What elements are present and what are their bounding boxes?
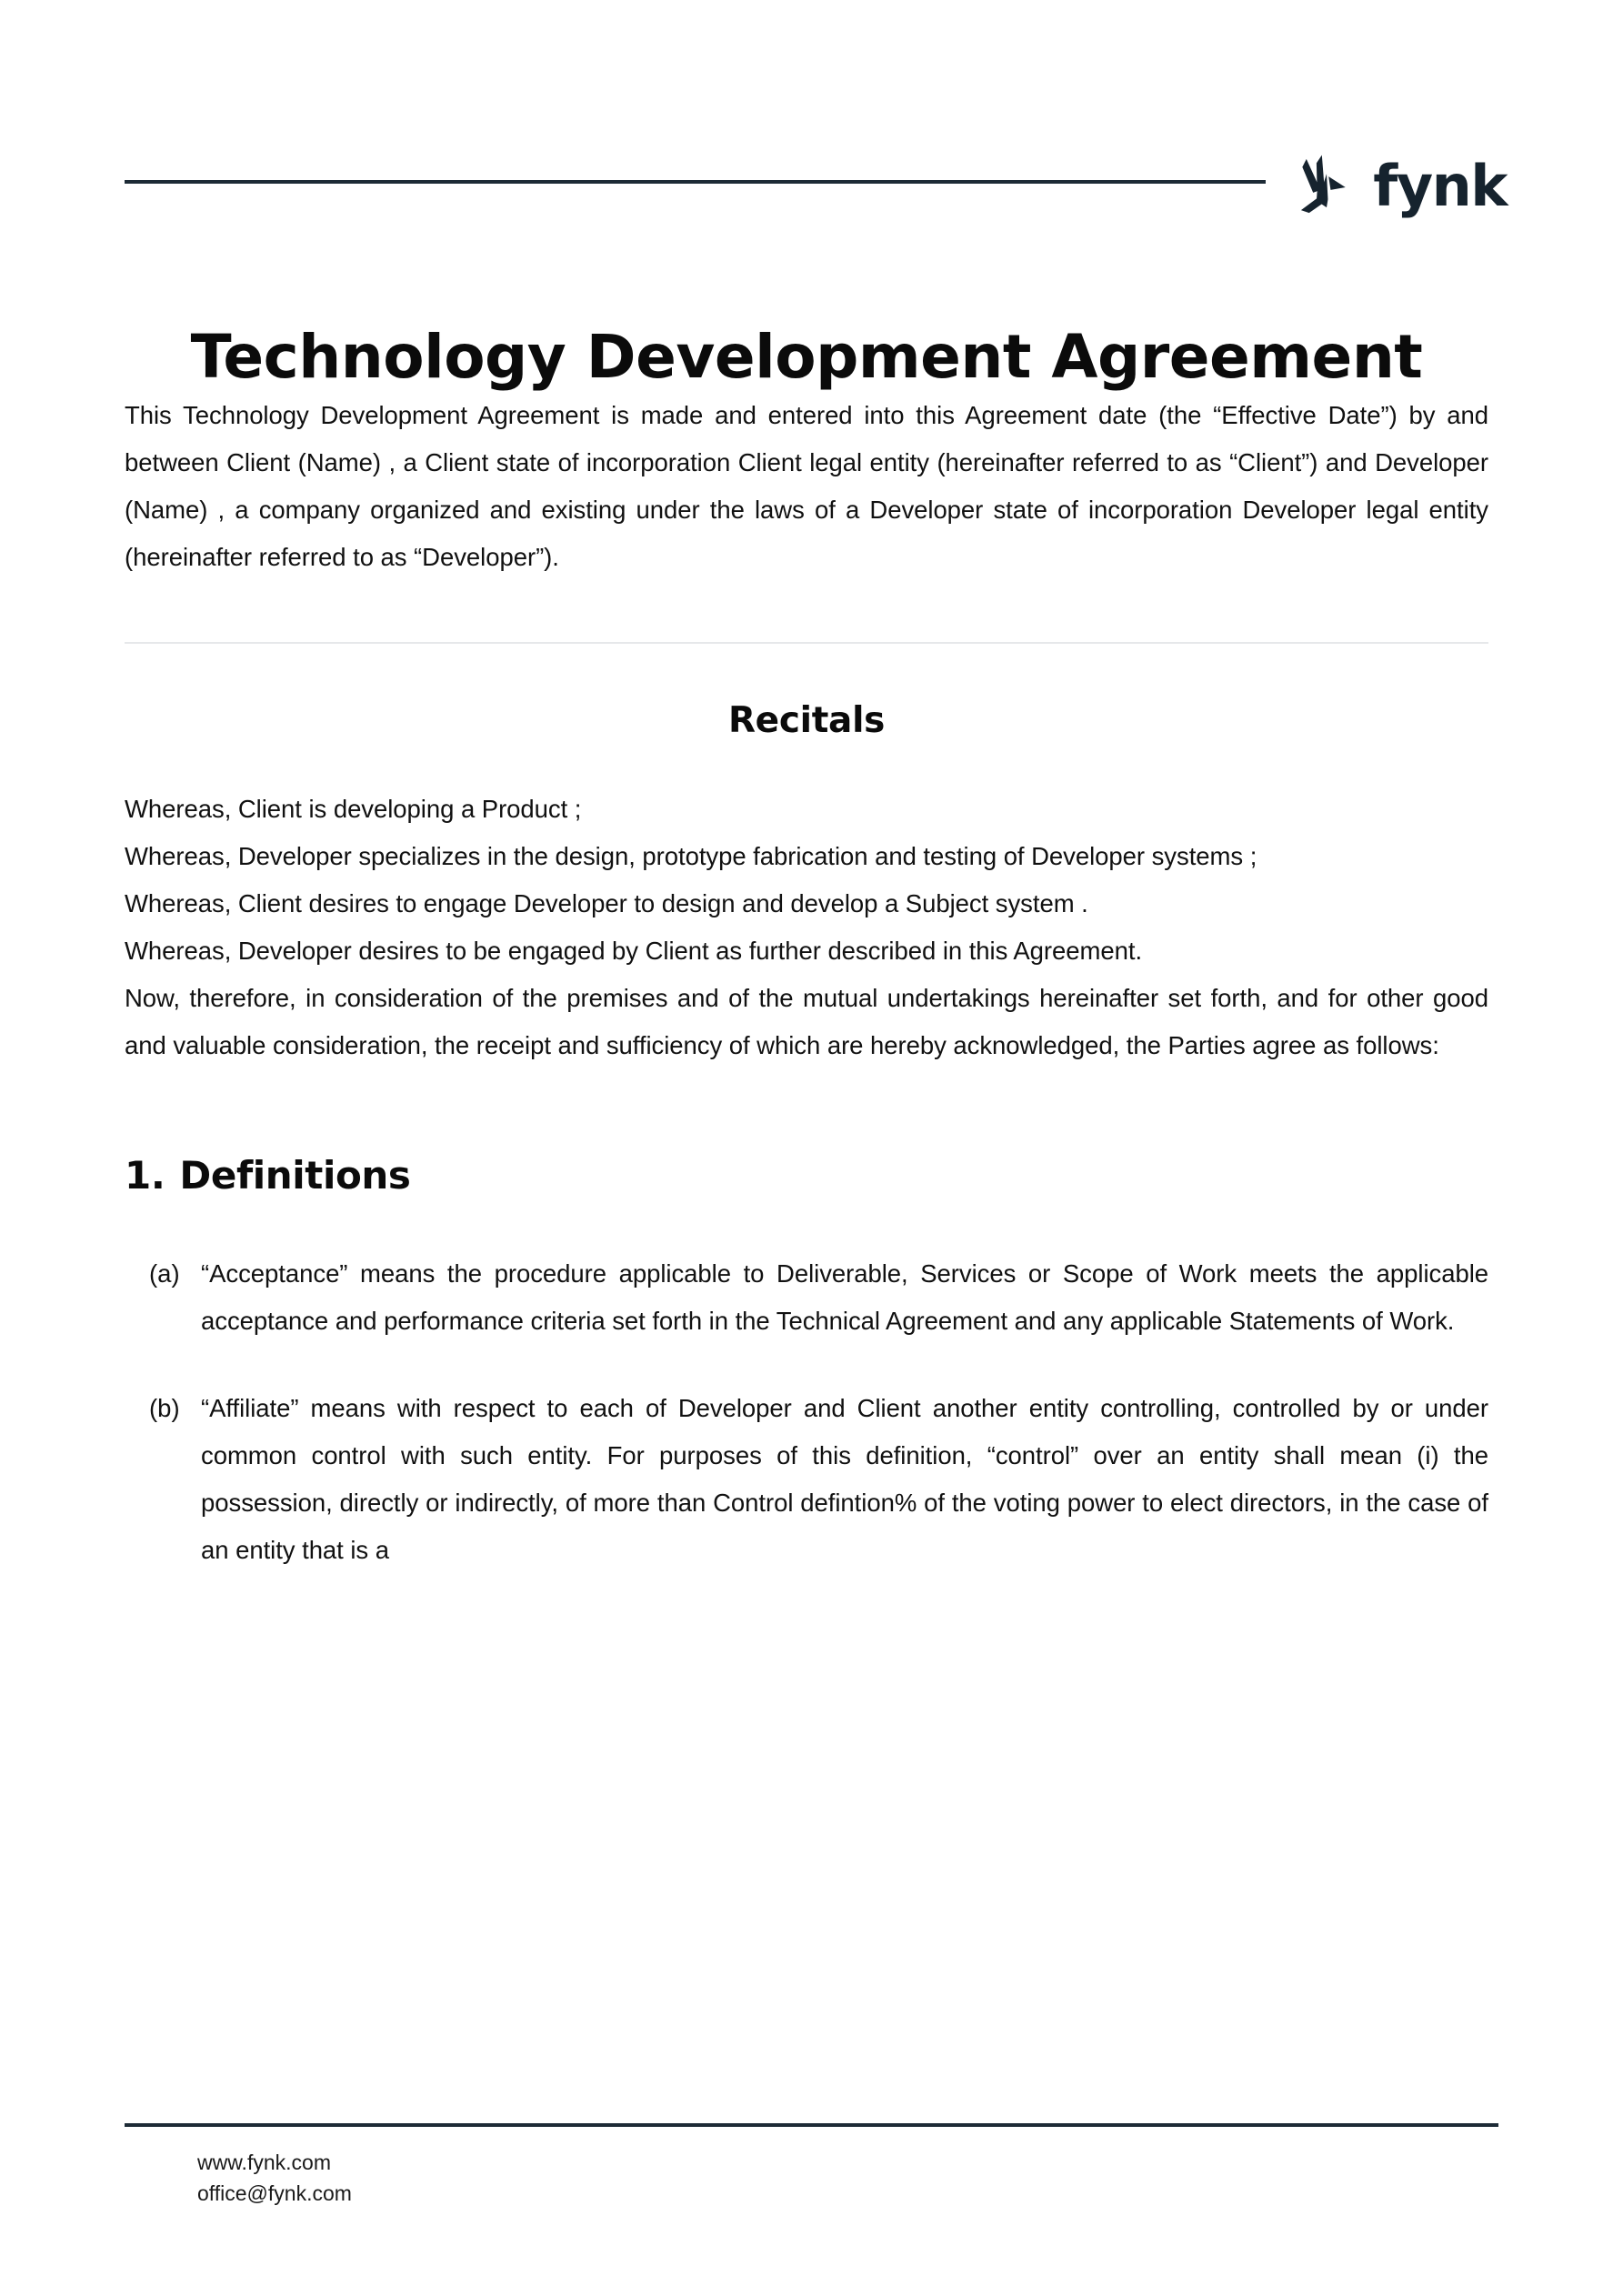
recital-paragraph: Whereas, Client is developing a Product ; — [125, 794, 582, 823]
section-heading-definitions — [125, 1069, 1488, 1198]
definitions-list — [125, 1198, 1488, 1574]
list-item — [125, 1385, 1488, 1574]
recital-paragraph: Now, therefore, in consideration of the premises and of the mutual undertakings hereinafter set forth, and for other good and valuable consideration, the receipt and sufficiency of which are hereby acknowledged, the Parties agree as follows: — [125, 983, 1488, 1059]
section-title: Definitions — [179, 1152, 411, 1198]
section-number: 1. — [125, 1152, 165, 1198]
footer-contact — [197, 2147, 352, 2209]
footer-website[interactable]: www.fynk.com — [197, 2151, 331, 2174]
list-item-text: “Acceptance” means the procedure applicable to Deliverable, Services or Scope of Work meets the applicable acceptance and performance criteria set forth in the Technical Agreement and any applicable Statements of Work. — [201, 1258, 1488, 1335]
list-item-marker: (b) — [149, 1393, 180, 1422]
brand-wordmark: fynk — [1373, 153, 1507, 219]
list-item-text: “Affiliate” means with respect to each of Developer and Client another entity controlling, controlled by or under common control with such entity. For purposes of this definition, “control” over an entity shall mean (i) the possession, directly or indirectly, of more than Control defintion% of the voting power to elect directors, in the case of an entity that is a — [201, 1393, 1488, 1564]
list-item — [125, 1250, 1488, 1345]
footer-email[interactable]: office@fynk.com — [197, 2181, 352, 2205]
list-item-marker: (a) — [149, 1258, 180, 1288]
page-footer — [0, 2114, 1623, 2296]
recital-paragraph: Whereas, Client desires to engage Developer to design and develop a Subject system . — [125, 888, 1088, 917]
recital-paragraph: Whereas, Developer desires to be engaged by Client as further described in this Agreement. — [125, 936, 1143, 965]
intro-paragraph: This Technology Development Agreement is made and entered into this Agreement date (the “Effective Date”) by and between Client (Name) , a Client state of incorporation Client legal entity (hereinafter referred to as “Client”) and Developer (Name) , a company organized and existing under the laws of a Developer state of incorporation Developer legal entity (hereinafter referred to as “Developer”). — [125, 400, 1488, 571]
footer-divider-rule — [125, 2123, 1498, 2127]
page-title: Technology Development Agreement — [190, 322, 1423, 392]
recital-paragraph: Whereas, Developer specializes in the design, prototype fabrication and testing of Developer systems ; — [125, 841, 1257, 870]
document-content — [125, 0, 1488, 1574]
recitals-heading: Recitals — [727, 699, 886, 741]
